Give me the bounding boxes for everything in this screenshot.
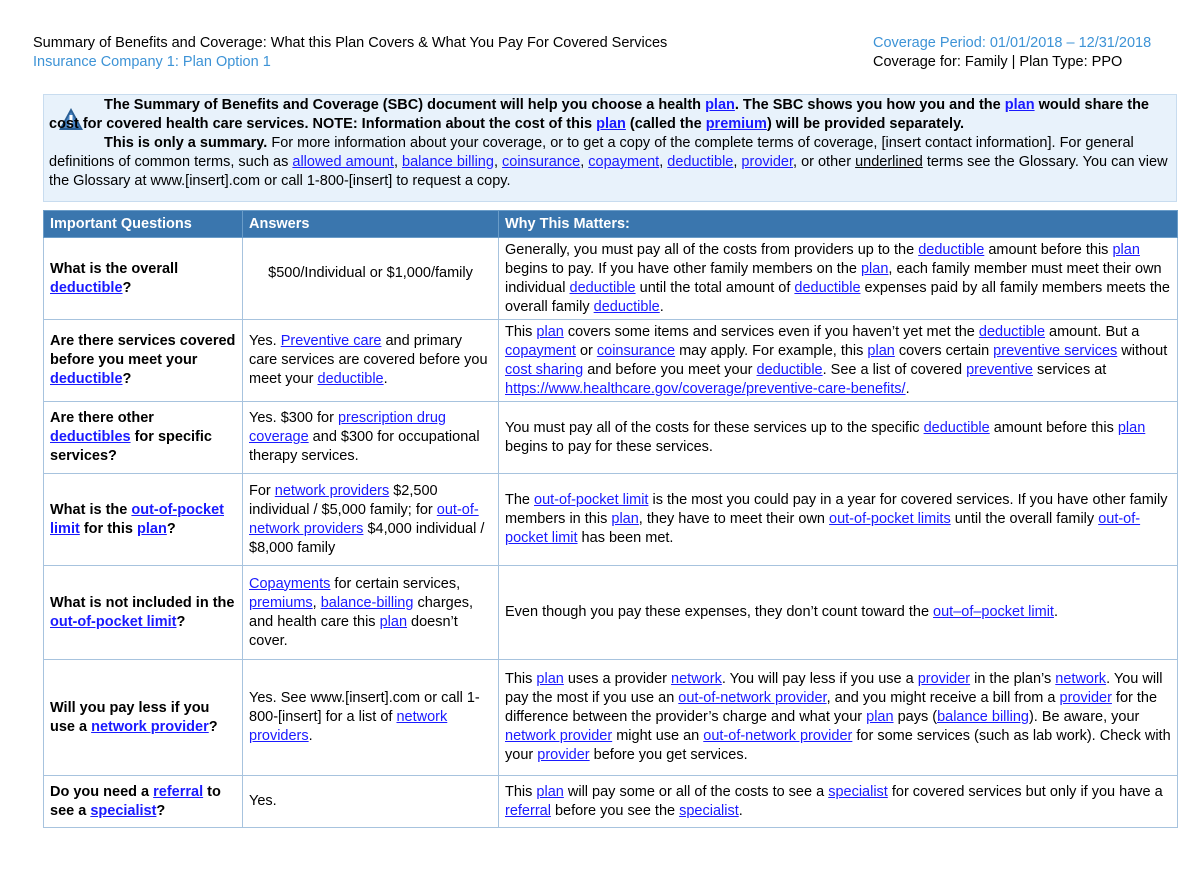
glossary-link-out-of-network-provider[interactable]: out-of-network provider xyxy=(703,728,853,744)
glossary-link-out-of-pocket-limit[interactable]: out-of-pocket limit xyxy=(50,613,177,630)
glossary-link-plan[interactable]: plan xyxy=(867,342,895,359)
sbc-notice-box xyxy=(43,94,1177,202)
table-row xyxy=(44,566,1178,660)
answer-cell: Yes. See www.[insert].com or call 1-800-[insert] for a list of network providers. xyxy=(243,660,499,776)
benefits-table xyxy=(43,210,1178,828)
coverage-for: Coverage for: Family | Plan Type: PPO xyxy=(873,54,1123,70)
question-cell: Do you need a referral to see a specialist? xyxy=(44,776,243,828)
glossary-link-balance-billing[interactable]: balance billing xyxy=(937,709,1029,725)
glossary-link-premium[interactable]: premium xyxy=(705,116,767,132)
glossary-link-provider[interactable]: provider xyxy=(1059,690,1112,706)
glossary-link-copayment[interactable]: copayment xyxy=(588,154,660,170)
question-cell: Are there other deductibles for specific services? xyxy=(44,402,243,474)
healthcare-gov-link[interactable]: https://www.healthcare.gov/coverage/preventive-care-benefits/ xyxy=(505,380,906,397)
glossary-link-provider[interactable]: provider xyxy=(741,154,794,170)
glossary-link-preventive[interactable]: preventive xyxy=(966,361,1033,378)
glossary-link-plan[interactable]: plan xyxy=(596,116,626,132)
table-row xyxy=(44,320,1178,402)
glossary-link-provider[interactable]: provider xyxy=(537,747,590,763)
table-row xyxy=(44,402,1178,474)
glossary-link-deductible[interactable]: deductible xyxy=(569,279,636,296)
why-matters-cell: The out-of-pocket limit is the most you could pay in a year for covered services. If you have other family members in this plan, they have to meet their own out-of-pocket limits until the overall family out-of-pocket limit has been met. xyxy=(499,474,1178,566)
glossary-link-balance-billing[interactable]: balance billing xyxy=(402,154,494,170)
glossary-link-specialist[interactable]: specialist xyxy=(679,802,739,819)
glossary-link-balance-billing[interactable]: balance-billing xyxy=(320,594,414,611)
answer-cell: $500/Individual or $1,000/family xyxy=(243,238,499,320)
glossary-link-network-providers[interactable]: network providers xyxy=(274,482,390,499)
glossary-link-deductible[interactable]: deductible xyxy=(50,371,123,387)
glossary-link-deductible[interactable]: deductible xyxy=(317,371,384,387)
glossary-link-plan[interactable]: plan xyxy=(536,783,564,800)
glossary-link-deductible[interactable]: deductible xyxy=(50,279,123,296)
why-matters-cell: Even though you pay these expenses, they don’t count toward the out–of–pocket limit. xyxy=(499,566,1178,660)
glossary-link-out-of-pocket-limit[interactable]: out-of-pocket limit xyxy=(534,492,649,508)
coverage-info xyxy=(873,34,1151,72)
glossary-link-plan[interactable]: plan xyxy=(866,709,894,725)
why-matters-cell: This plan covers some items and services even if you haven’t yet met the deductible amount. But a copayment or coinsurance may apply. For example, this plan covers certain preventive services without cost sharing and before you meet your deductible. See a list of covered preventive services at https://www.healthcare.gov/coverage/preventive-care-benefits/. xyxy=(499,320,1178,402)
glossary-link-plan[interactable]: plan xyxy=(860,260,889,277)
glossary-link-plan[interactable]: plan xyxy=(137,520,167,537)
why-matters-cell: Generally, you must pay all of the costs from providers up to the deductible amount before this plan begins to pay. If you have other family members on the plan, each family member must meet their own individual deductible until the total amount of deductible expenses paid by all family members meets the overall family deductible. xyxy=(499,238,1178,320)
coverage-period: Coverage Period: 01/01/2018 – 12/31/2018 xyxy=(873,35,1152,51)
why-matters-cell: This plan uses a provider network. You will pay less if you use a provider in the plan’s network. You will pay the most if you use an out-of-network provider, and you might receive a bill from a provider for the difference between the provider’s charge and what your plan pays (balance billing). Be aware, your network provider might use an out-of-network provider for some services (such as lab work). Check with your provider before you get services. xyxy=(499,660,1178,776)
glossary-link-copayment[interactable]: copayment xyxy=(505,342,576,359)
question-cell: Are there services covered before you meet your deductible? xyxy=(44,320,243,402)
answer-cell: Copayments for certain services, premiums, balance-billing charges, and health care this plan doesn’t cover. xyxy=(243,566,499,660)
answer-cell: Yes. $300 for prescription drug coverage and $300 for occupational therapy services. xyxy=(243,402,499,474)
question-cell: Will you pay less if you use a network provider? xyxy=(44,660,243,776)
glossary-link-prescription-drug-coverage[interactable]: prescription drug coverage xyxy=(249,410,446,445)
glossary-link-premiums[interactable]: premiums xyxy=(249,594,313,611)
glossary-link-coinsurance[interactable]: coinsurance xyxy=(502,154,581,170)
answer-cell: For network providers $2,500 individual / $5,000 family; for out-of-network providers $4,000 individual / $8,000 family xyxy=(243,474,499,566)
table-row xyxy=(44,776,1178,828)
glossary-link-out-of-pocket-limit[interactable]: out-of-pocket limit xyxy=(50,501,224,537)
document-header xyxy=(33,34,667,72)
glossary-link-plan[interactable]: plan xyxy=(611,511,639,527)
glossary-link-network-providers[interactable]: network providers xyxy=(249,709,448,744)
table-header-row xyxy=(44,211,1178,238)
answer-cell: Yes. xyxy=(243,776,499,828)
glossary-link-out-of-network-provider[interactable]: out-of-network provider xyxy=(678,690,827,706)
question-cell: What is not included in the out-of-pocket limit? xyxy=(44,566,243,660)
glossary-link-deductible[interactable]: deductible xyxy=(756,361,823,378)
glossary-link-network-provider[interactable]: network provider xyxy=(505,728,613,744)
column-header: Important Questions xyxy=(44,211,243,238)
glossary-link-deductible[interactable]: deductible xyxy=(593,298,660,315)
glossary-link-deductible[interactable]: deductible xyxy=(978,323,1046,340)
glossary-link-allowed-amount[interactable]: allowed amount xyxy=(292,154,394,170)
glossary-link-plan[interactable]: plan xyxy=(705,97,735,113)
document-title: Summary of Benefits and Coverage: What this Plan Covers & What You Pay For Covered Services xyxy=(33,35,668,51)
table-row xyxy=(44,238,1178,320)
glossary-link-specialist[interactable]: specialist xyxy=(828,783,888,800)
glossary-link-plan[interactable]: plan xyxy=(536,671,564,687)
why-matters-cell: This plan will pay some or all of the costs to see a specialist for covered services but only if you have a referral before you see the specialist. xyxy=(499,776,1178,828)
glossary-link-out-of-pocket-limits[interactable]: out-of-pocket limits xyxy=(829,511,951,527)
table-row xyxy=(44,474,1178,566)
question-cell: What is the overall deductible? xyxy=(44,238,243,320)
glossary-link-deductible[interactable]: deductible xyxy=(794,279,861,296)
column-header: Answers xyxy=(243,211,499,238)
why-matters-cell: You must pay all of the costs for these services up to the specific deductible amount before this plan begins to pay for these services. xyxy=(499,402,1178,474)
glossary-link-out-of-network-providers[interactable]: out-of-network providers xyxy=(249,501,479,537)
glossary-link-cost-sharing[interactable]: cost sharing xyxy=(505,361,584,378)
glossary-link-referral[interactable]: referral xyxy=(153,783,204,800)
glossary-link-referral[interactable]: referral xyxy=(505,802,551,819)
glossary-link-preventive-care[interactable]: Preventive care xyxy=(280,333,382,349)
table-row xyxy=(44,660,1178,776)
notice-text: The Summary of Benefits and Coverage (SBC) document will help you choose a health plan. The SBC shows you how you and the plan would share the cost for covered health care services. NOTE: Information about the cost of this plan (called the premium) will be provided separately. This is only a summary. For more information about your coverage, or to get a copy of the complete terms of coverage, [insert contact information]. For general definitions of common terms, such as allowed amount, balance billing, coinsurance, copayment, deductible, provider, or other underlined terms see the Glossary. You can view the Glossary at www.[insert].com or call 1-800-[insert] to request a copy. xyxy=(49,97,1168,189)
glossary-link-copayments[interactable]: Copayments xyxy=(249,575,331,592)
answer-cell: Yes. Preventive care and primary care services are covered before you meet your deductible. xyxy=(243,320,499,402)
glossary-link-coinsurance[interactable]: coinsurance xyxy=(596,342,676,359)
company-name: Insurance Company 1: Plan Option 1 xyxy=(33,54,271,70)
glossary-link-specialist[interactable]: specialist xyxy=(90,802,157,819)
glossary-link-out-of-pocket-limit[interactable]: out–of–pocket limit xyxy=(933,604,1054,620)
glossary-link-plan[interactable]: plan xyxy=(536,323,564,340)
glossary-link-provider[interactable]: provider xyxy=(917,671,971,687)
glossary-link-plan[interactable]: plan xyxy=(1117,419,1146,436)
glossary-link-plan[interactable]: plan xyxy=(1112,241,1140,258)
glossary-link-plan[interactable]: plan xyxy=(379,613,408,630)
glossary-link-deductible[interactable]: deductible xyxy=(923,419,990,436)
glossary-link-deductible[interactable]: deductible xyxy=(918,241,985,258)
glossary-link-deductible[interactable]: deductible xyxy=(667,154,734,170)
glossary-link-plan[interactable]: plan xyxy=(1004,97,1035,113)
column-header: Why This Matters: xyxy=(499,211,1178,238)
glossary-link-network-provider[interactable]: network provider xyxy=(91,718,209,735)
glossary-link-deductibles[interactable]: deductibles xyxy=(50,429,131,445)
glossary-link-network[interactable]: network xyxy=(671,671,722,687)
glossary-link-out-of-pocket-limit[interactable]: out-of-pocket limit xyxy=(505,511,1141,546)
glossary-link-preventive-services[interactable]: preventive services xyxy=(993,342,1118,359)
glossary-link-network[interactable]: network xyxy=(1055,671,1107,687)
question-cell: What is the out-of-pocket limit for this plan? xyxy=(44,474,243,566)
